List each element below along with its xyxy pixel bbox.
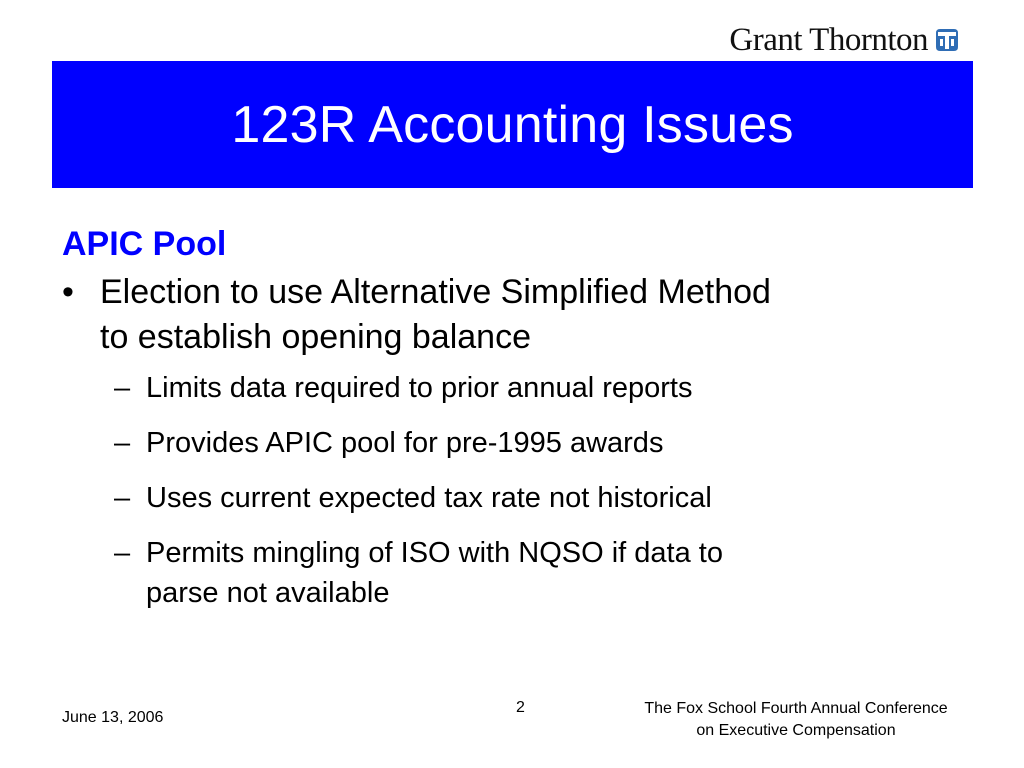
- section-heading: APIC Pool: [62, 225, 227, 263]
- sub-bullet-marker: –: [114, 482, 131, 514]
- sub-bullet-text: Uses current expected tax rate not historical: [146, 482, 712, 514]
- bullet-marker: •: [62, 273, 74, 311]
- sub-bullet-text: Provides APIC pool for pre-1995 awards: [146, 427, 664, 459]
- sub-bullet-text-line1: Permits mingling of ISO with NQSO if data to: [146, 537, 723, 569]
- bullet-text-line1: Election to use Alternative Simplified Method: [100, 273, 771, 311]
- sub-bullet: [114, 478, 982, 518]
- conference-line2: on Executive Compensation: [696, 722, 896, 739]
- conference-line1: The Fox School Fourth Annual Conference: [644, 700, 948, 717]
- grant-thornton-emblem-icon: [934, 27, 960, 53]
- sub-bullet: [114, 423, 982, 463]
- bullet-text-line2: to establish opening balance: [100, 318, 531, 356]
- sub-bullet-text: Limits data required to prior annual reports: [146, 372, 693, 404]
- slide-title: 123R Accounting Issues: [231, 95, 794, 154]
- slide-content: [62, 222, 982, 628]
- sub-bullet: [114, 368, 982, 408]
- title-band: [52, 61, 973, 188]
- sub-bullet: [114, 533, 982, 613]
- sub-bullet-marker: –: [114, 427, 131, 459]
- page-number: 2: [516, 699, 525, 716]
- logo-text: Grant Thornton: [729, 22, 928, 58]
- sub-bullet-marker: –: [114, 537, 131, 569]
- footer-conference: [586, 698, 1006, 742]
- sub-bullet-text-line2: parse not available: [146, 577, 390, 609]
- company-logo: [729, 20, 960, 60]
- footer-date: June 13, 2006: [62, 709, 164, 726]
- sub-bullet-marker: –: [114, 372, 131, 404]
- main-bullet: [62, 270, 982, 360]
